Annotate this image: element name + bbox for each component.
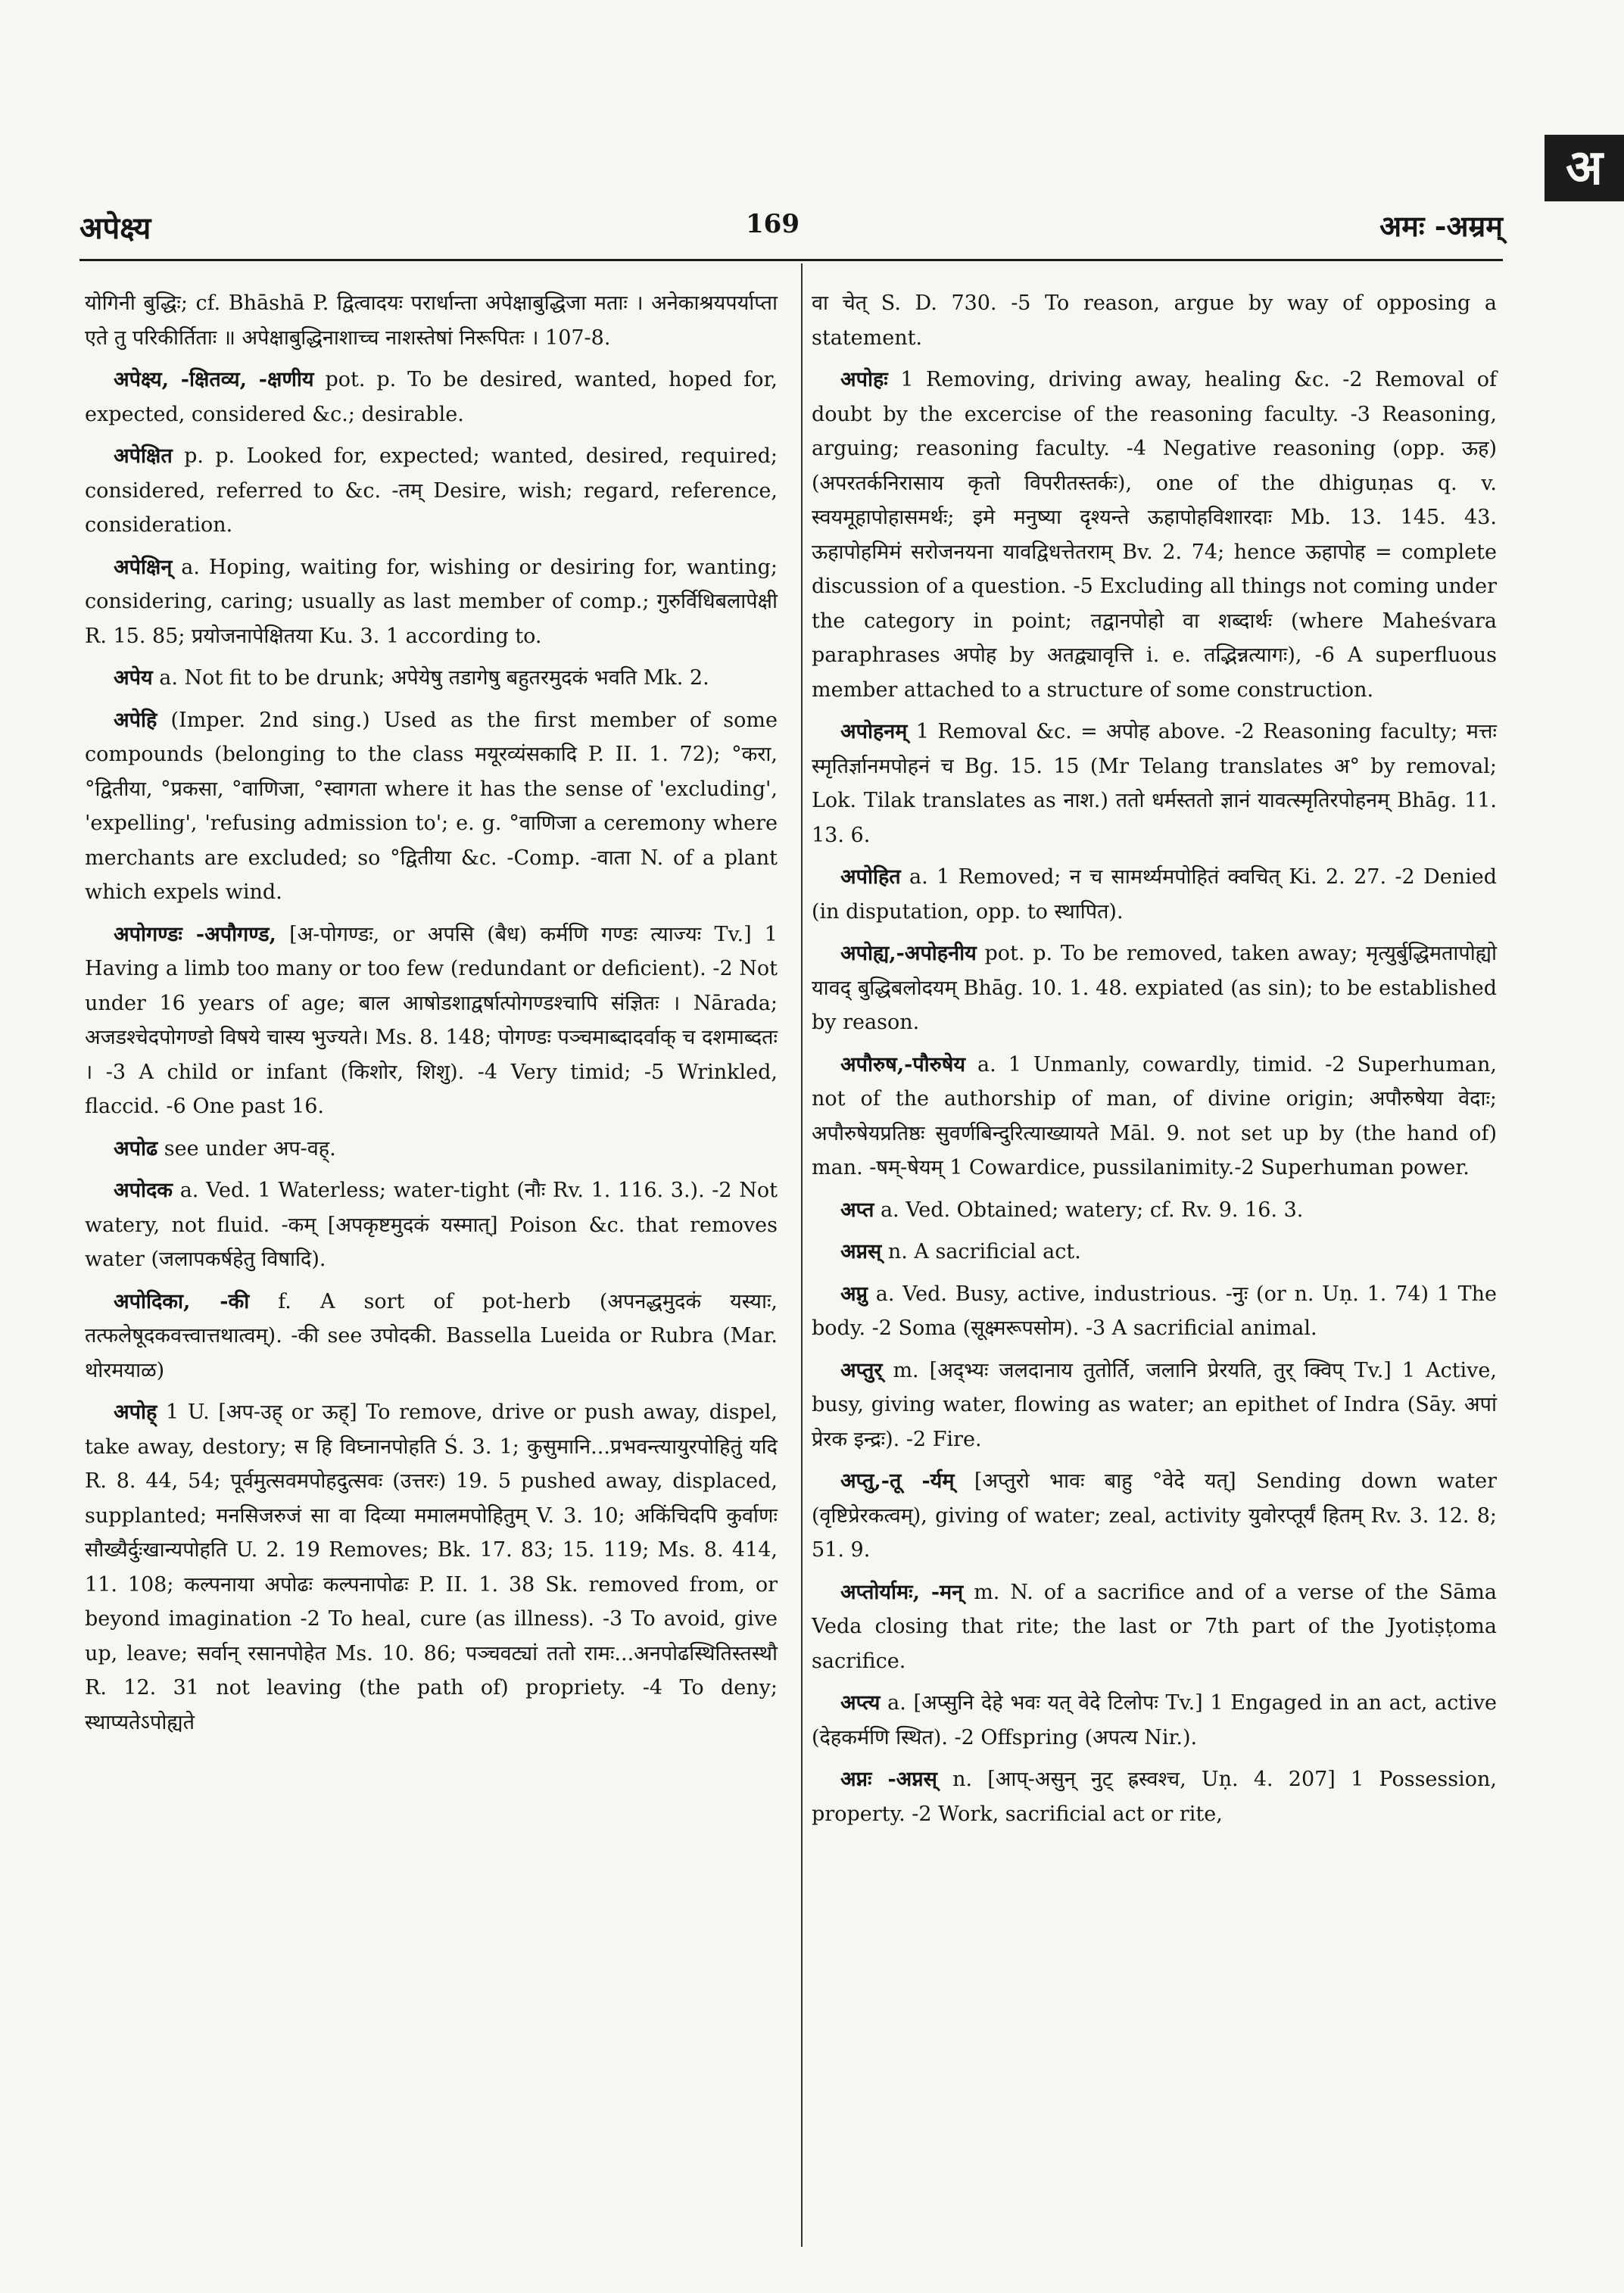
left-column bbox=[85, 286, 778, 1747]
headword: अप्नः -अप्नस् bbox=[840, 1768, 937, 1791]
definition-text: n. [आप्-असुन् नुट् ह्रस्वश्च, Uṇ. 4. 207] 1 Possession, property. -2 Work, sacrificial act or rite, bbox=[812, 1768, 1497, 1826]
first-headword: अपेक्ष्य bbox=[79, 210, 151, 246]
dictionary-entry bbox=[812, 715, 1497, 852]
dictionary-entry bbox=[812, 286, 1497, 355]
definition-text: 1 Removal &c. = अपोह above. -2 Reasoning faculty; मत्तः स्मृतिर्ज्ञानमपोहनं च Bg. 15. 15 (Mr Telang translates अ° by removal; Lok. Tilak translates as नाश.) ततो धर्मस्ततो ज्ञानं यावत्स्मृतिरपोहनम् Bhāg. 11. 13. 6. bbox=[812, 720, 1497, 847]
headword: अप्नस् bbox=[840, 1240, 882, 1263]
column-divider bbox=[801, 263, 803, 2247]
definition-text: a. [अप्सुनि देहे भवः यत् वेदे टिलोपः Tv.] 1 Engaged in an act, active (देहकर्मणि स्थित). -2 Offspring (अपत्य Nir.). bbox=[812, 1691, 1497, 1749]
dictionary-entry bbox=[85, 1395, 778, 1740]
definition-text: 1 U. [अप-उह् or ऊह्] To remove, drive or push away, dispel, take away, destory; स हि विघ्नानपोहति Ś. 3. 1; कुसुमानि...प्रभवन्त्यायुरपोहितुं यदि R. 8. 44, 54; पूर्वमुत्सवमपोहदुत्सवः (उत्तरः) 19. 5 pushed away, displaced, supplanted; मनसिजरुजं सा वा दिव्या ममालमपोहितुम् V. 3. 10; अकिंचिदपि कुर्वाणः सौख्यैर्दुःखान्यपोहति U. 2. 19 Removes; Bk. 17. 83; 15. 119; Ms. 8. 414, 11. 108; कल्पनाया अपोढः कल्पनापोढः P. II. 1. 38 Sk. removed from, or beyond imagination -2 To heal, cure (as illness). -3 To avoid, give up, leave; सर्वान् रसानपोहेत Ms. 10. 86; पञ्चवट्यां ततो रामः...अनपोढस्थितिस्तस्थौ R. 12. 31 not leaving (the path of) propriety. -4 To deny; स्थाप्यतेऽपोह्यते bbox=[85, 1400, 778, 1734]
dictionary-entry bbox=[85, 439, 778, 543]
dictionary-entry bbox=[812, 1193, 1497, 1228]
right-column bbox=[812, 286, 1497, 1839]
definition-text: p. p. Looked for, expected; wanted, desired, required; considered, referred to &c. -तम् Desire, wish; regard, reference, consideration. bbox=[85, 444, 778, 537]
definition-text: वा चेत् S. D. 730. -5 To reason, argue by way of opposing a statement. bbox=[812, 291, 1497, 350]
dictionary-entry bbox=[85, 1285, 778, 1388]
definition-text: m. N. of a sacrifice and of a verse of the Sāma Veda closing that rite; the last or 7th part of the Jyotiṣṭoma sacrifice. bbox=[812, 1580, 1497, 1673]
headword: अपेक्षिन् bbox=[114, 555, 173, 579]
dictionary-entry bbox=[85, 1132, 778, 1167]
definition-text: f. A sort of pot-herb (अपनद्धमुदकं यस्याः, तत्फलेषूदकवत्त्वात्तथात्वम्). -की see उपोदकी. Bassella Lueida or Rubra (Mar. थोरमयाळ) bbox=[85, 1289, 778, 1382]
definition-text: (Imper. 2nd sing.) Used as the first member of some compounds (belonging to the class मयूरव्यंसकादि P. II. 1. 72); °करा, °द्वितीया, °प्रकसा, °वाणिजा, °स्वागता where it has the sense of 'excluding', 'expelling', 'refusing admission to'; e. g. °वाणिजा a ceremony where merchants are excluded; so °द्वितीया &c. -Comp. -वाता N. of a plant which expels wind. bbox=[85, 708, 778, 904]
headword: अपोहनम् bbox=[840, 720, 908, 743]
headword: अपेक्ष्य, -क्षितव्य, -क्षणीय bbox=[114, 368, 314, 391]
dictionary-entry bbox=[85, 1173, 778, 1277]
headword: अप्तु,-तू -र्यम् bbox=[840, 1469, 955, 1493]
headword: अपेहि bbox=[114, 708, 157, 732]
definition-text: pot. p. To be removed, taken away; मृत्युर्बुद्धिमतापोह्यो यावद् बुद्धिबलोदयम् Bhāg. 10. 1. 48. expiated (as sin); to be established by reason. bbox=[812, 942, 1497, 1034]
definition-text: 1 Removing, driving away, healing &c. -2 Removal of doubt by the excercise of the reasoning faculty. -3 Reasoning, arguing; reasoning faculty. -4 Negative reasoning (opp. ऊह) (अपरतर्कनिरासाय कृतो विपरीतस्तर्कः), one of the dhiguṇas q. v. स्वयमूहापोहासमर्थः; इमे मनुष्या दृश्यन्ते ऊहापोहविशारदाः Mb. 13. 145. 43. ऊहापोहमिमं सरोजनयना यावद्विधत्तेतराम् Bv. 2. 74; hence ऊहापोह = complete discussion of a question. -5 Excluding all things not coming under the category in point; तद्वानपोहो वा शब्दार्थः (where Maheśvara paraphrases अपोह by अतद्व्यावृत्ति i. e. तद्भिन्नत्यागः), -6 A superfluous member attached to a structure of some construction. bbox=[812, 368, 1497, 702]
headword: अपोह् bbox=[114, 1400, 157, 1424]
definition-text: a. Not fit to be drunk; अपेयेषु तडागेषु बहुतरमुदकं भवति Mk. 2. bbox=[159, 666, 709, 690]
thumb-index-letter: अ bbox=[1566, 139, 1603, 196]
dictionary-entry bbox=[85, 661, 778, 696]
dictionary-entry bbox=[812, 363, 1497, 707]
definition-text: m. [अद्भ्यः जलदानाय तुतोर्ति, जलानि प्रेरयति, तुर् क्विप् Tv.] 1 Active, busy, giving water, flowing as water; an epithet of Indra (Sāy. अपां प्रेरक इन्द्रः). -2 Fire. bbox=[812, 1358, 1497, 1451]
headword: अप्तोर्यामः, -मन् bbox=[840, 1580, 964, 1604]
dictionary-entry bbox=[812, 1686, 1497, 1755]
header-rule bbox=[79, 259, 1503, 261]
dictionary-entry bbox=[812, 1277, 1497, 1346]
page-number: 169 bbox=[746, 209, 800, 239]
dictionary-entry bbox=[85, 363, 778, 431]
dictionary-entry bbox=[85, 550, 778, 654]
headword: अपोगण्डः -अपौगण्ड, bbox=[114, 922, 276, 946]
headword: अपौरुष,-पौरुषेय bbox=[840, 1052, 966, 1076]
dictionary-entry bbox=[812, 1354, 1497, 1457]
dictionary-entry bbox=[812, 860, 1497, 929]
dictionary-entry bbox=[812, 1048, 1497, 1185]
definition-text: [अ-पोगण्डः, or अपसि (बैध) कर्मणि गण्डः त्याज्यः Tv.] 1 Having a limb too many or too few (redundant or deficient). -2 Not under 16 years of age; बाल आषोडशाद्वर्षात्पोगण्डश्चापि संज्ञितः । Nārada; अजडश्चेदपोगण्डो विषये चास्य भुज्यते। Ms. 8. 148; पोगण्डः पञ्चमाब्दादर्वाक् च दशमाब्दतः । -3 A child or infant (किशोर, शिशु). -4 Very timid; -5 Wrinkled, flaccid. -6 One past 16. bbox=[85, 922, 778, 1118]
dictionary-entry bbox=[85, 286, 778, 355]
headword: अप्नु bbox=[840, 1282, 868, 1306]
last-headword: अमः -अम्रम् bbox=[1379, 209, 1503, 243]
headword: अप्तुर् bbox=[840, 1358, 883, 1382]
headword: अपेय bbox=[114, 666, 153, 690]
definition-text: pot. p. To be desired, wanted, hoped for, expected, considered &c.; desirable. bbox=[85, 368, 778, 426]
definition-text: a. Ved. Busy, active, industrious. -नुः (or n. Uṇ. 1. 74) 1 The body. -2 Soma (सूक्ष्मरूपसोम). -3 A sacrificial animal. bbox=[812, 1282, 1497, 1340]
dictionary-entry bbox=[85, 918, 778, 1124]
thumb-index-tab bbox=[1545, 135, 1624, 201]
dictionary-entry bbox=[812, 1464, 1497, 1568]
dictionary-entry bbox=[85, 703, 778, 910]
definition-text: a. Hoping, waiting for, wishing or desiring for, wanting; considering, caring; usually as last member of comp.; गुरुर्विधिबलापेक्षी R. 15. 85; प्रयोजनापेक्षितया Ku. 3. 1 according to. bbox=[85, 555, 778, 648]
definition-text: a. Ved. Obtained; watery; cf. Rv. 9. 16. 3. bbox=[880, 1198, 1304, 1222]
headword: अपोढ bbox=[114, 1136, 158, 1161]
headword: अपोहः bbox=[840, 368, 888, 391]
definition-text: योगिनी बुद्धिः; cf. Bhāshā P. द्वित्वादयः परार्धान्ता अपेक्षाबुद्धिजा मताः । अनेकाश्रयपर्याप्ता एते तु परिकीर्तिताः ॥ अपेक्षाबुद्धिनाशाच्च नाशस्तेषां निरूपितः । 107-8. bbox=[85, 291, 778, 350]
definition-text: a. 1 Removed; न च सामर्थ्यमपोहितं क्वचित् Ki. 2. 27. -2 Denied (in disputation, opp. to स्थापित). bbox=[812, 865, 1497, 924]
dictionary-entry bbox=[812, 1575, 1497, 1679]
running-head bbox=[79, 206, 1503, 251]
definition-text: [अप्तुरो भावः बाहु °वेदे यत्] Sending down water (वृष्टिप्रेरकत्वम्), giving of water; zeal, activity युवोरप्तूर्यं हितम् Rv. 3. 12. 8; 51. 9. bbox=[812, 1469, 1497, 1562]
definition-text: see under अप-वह्. bbox=[164, 1136, 336, 1161]
headword: अपोदिका, -की bbox=[114, 1289, 250, 1313]
definition-text: n. A sacrificial act. bbox=[887, 1240, 1081, 1263]
headword: अपोह्य,-अपोहनीय bbox=[840, 942, 977, 965]
dictionary-entry bbox=[812, 1235, 1497, 1270]
headword: अपेक्षित bbox=[114, 444, 173, 468]
headword: अपोदक bbox=[114, 1179, 173, 1202]
dictionary-entry bbox=[812, 1762, 1497, 1831]
definition-text: a. 1 Unmanly, cowardly, timid. -2 Superhuman, not of the authorship of man, of divine origin; अपौरुषेया वेदाः; अपौरुषेयप्रतिष्ठः सुवर्णबिन्दुरित्याख्यायते Māl. 9. not set up by (the hand of) man. -षम्-षेयम् 1 Cowardice, pussilanimity.-2 Superhuman power. bbox=[812, 1052, 1497, 1179]
headword: अप्त्य bbox=[840, 1691, 881, 1715]
headword: अप्त bbox=[840, 1198, 874, 1222]
dictionary-entry bbox=[812, 936, 1497, 1040]
headword: अपोहित bbox=[840, 865, 901, 889]
definition-text: a. Ved. 1 Waterless; water-tight (नौः Rv. 1. 116. 3.). -2 Not watery, not fluid. -कम् [अपकृष्टमुदकं यस्मात्] Poison &c. that removes water (जलापकर्षहेतु विषादि). bbox=[85, 1179, 778, 1271]
